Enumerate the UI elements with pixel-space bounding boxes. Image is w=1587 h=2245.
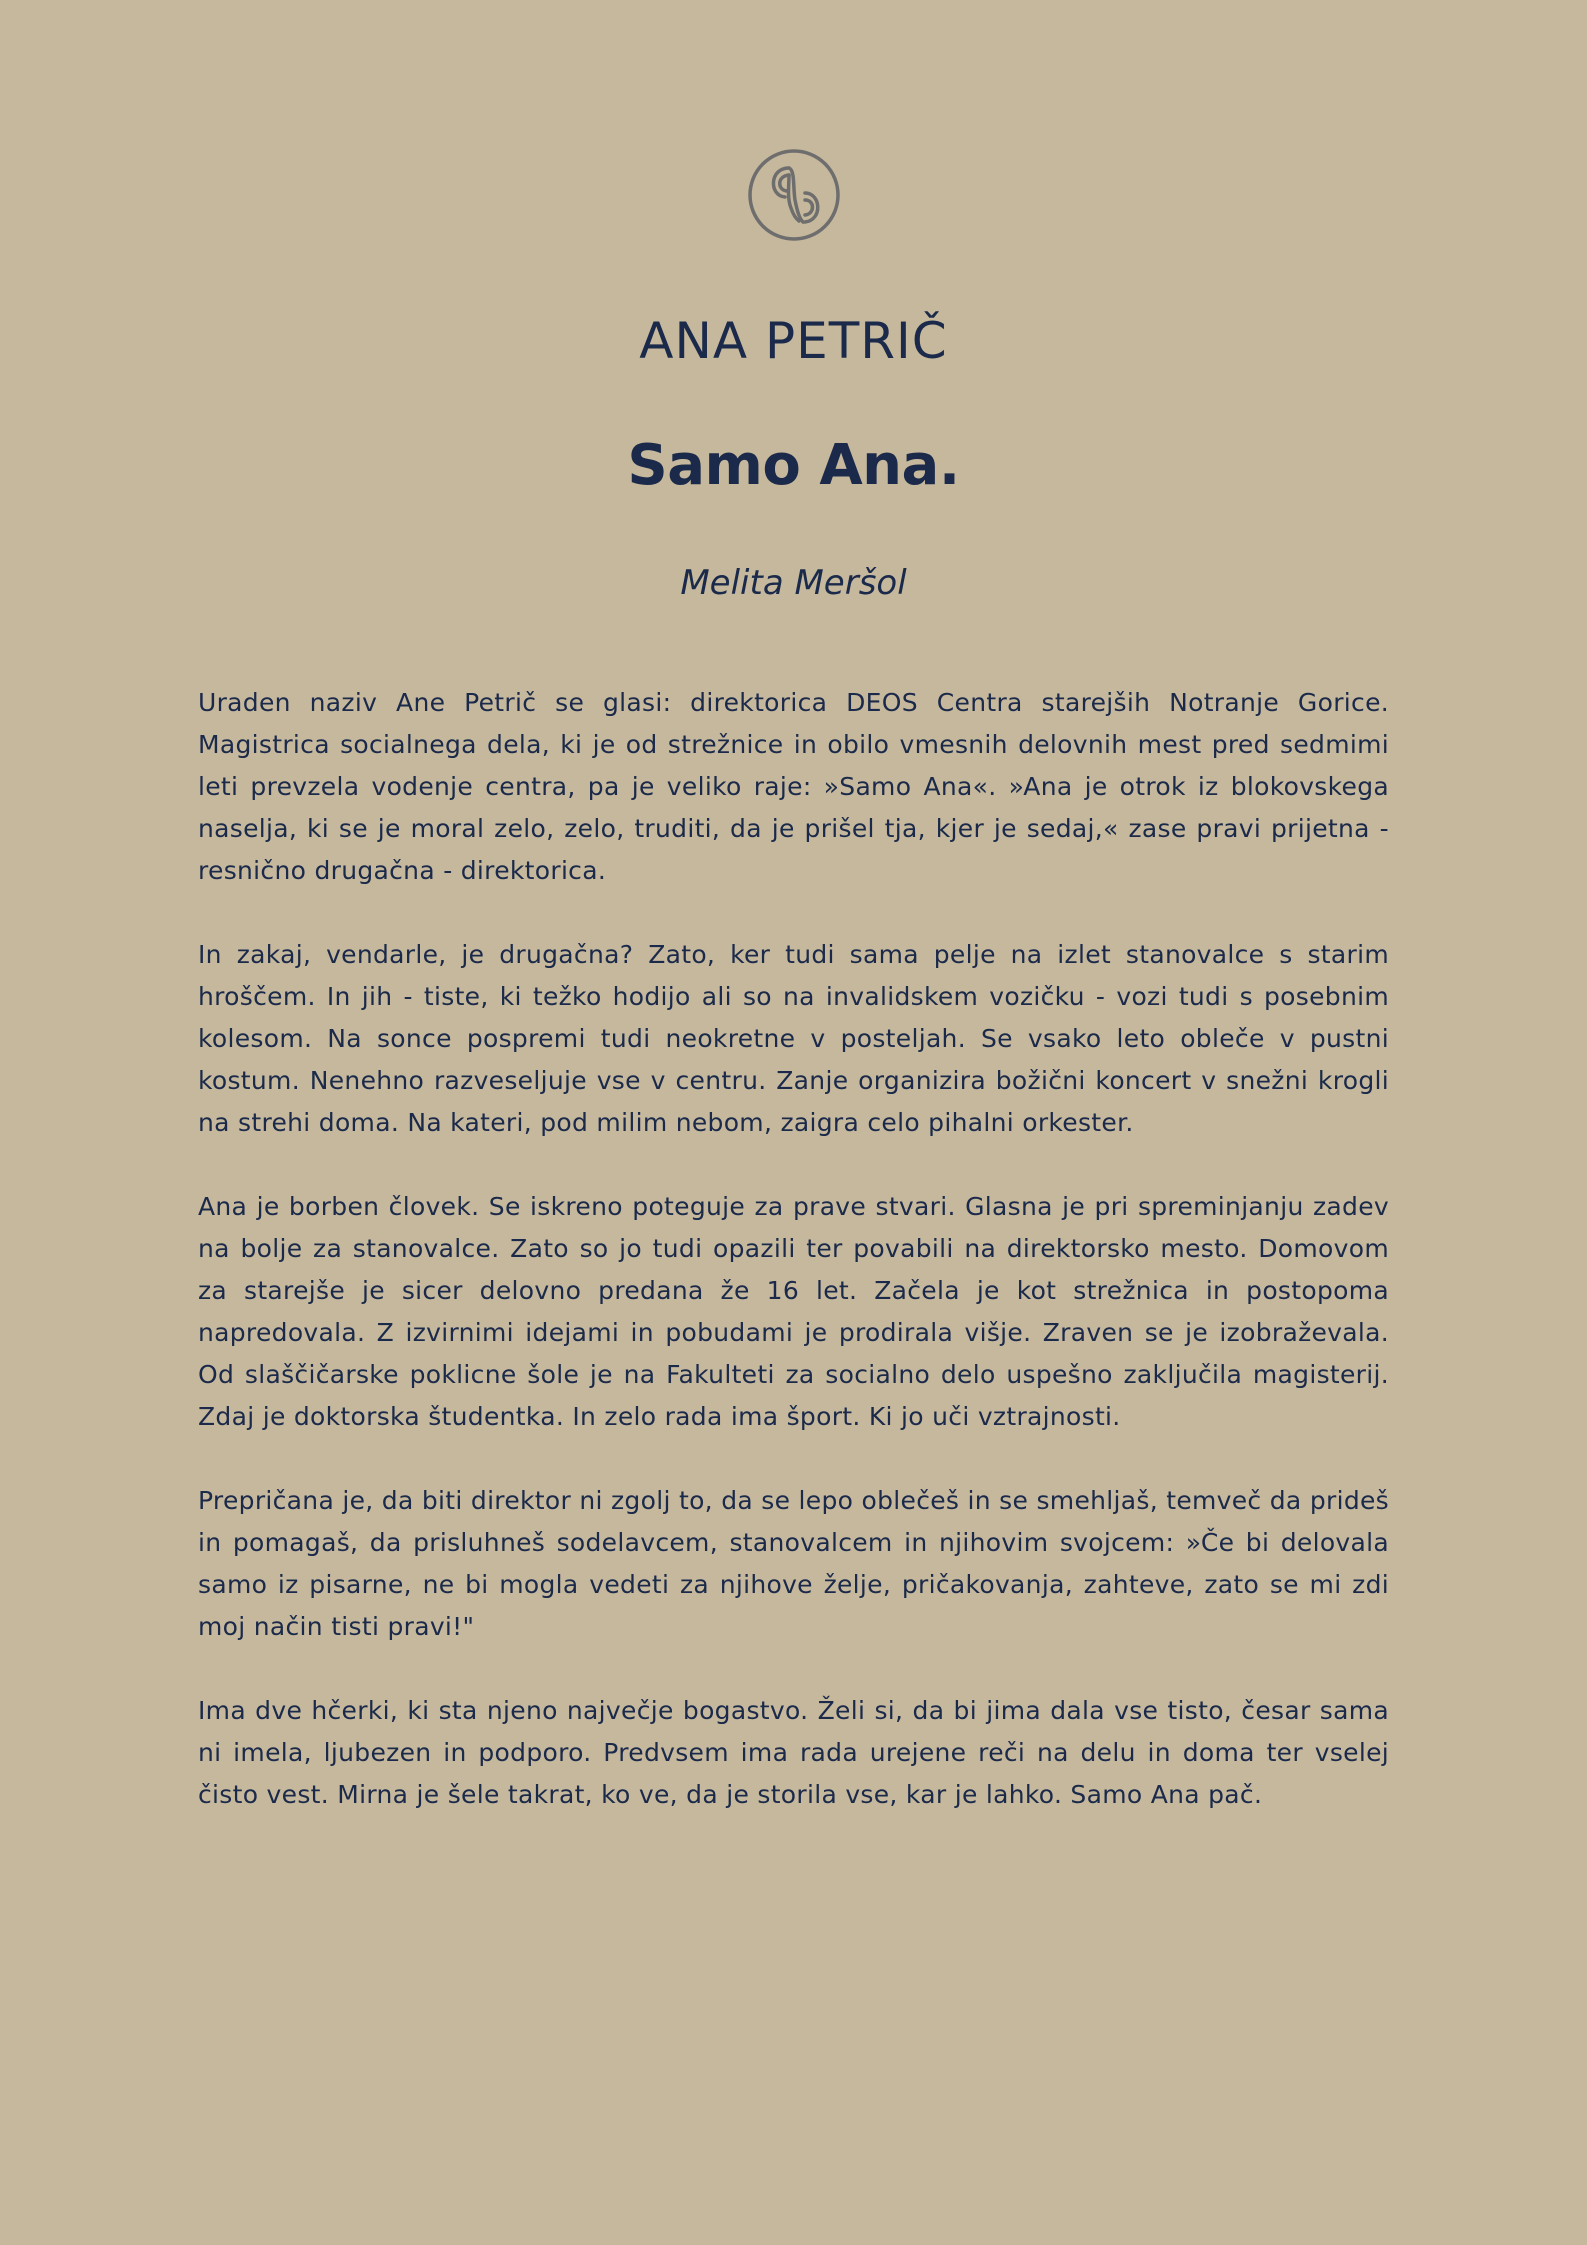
paragraph-1: Uraden naziv Ane Petrič se glasi: direktorica DEOS Centra starejših Notranje Gorice. Magistrica socialnega dela, ki je od strežnice in obilo vmesnih delovnih mest pred sedmimi leti prevzela vodenje centra, pa je veliko raje: »Samo Ana«. »Ana je otrok iz blokovskega naselja, ki se je moral zelo, zelo, truditi, da je prišel tja, kjer je sedaj,« zase pravi prijetna - resnično drugačna - direktorica. bbox=[198, 688, 1389, 885]
paragraph-4: Prepričana je, da biti direktor ni zgolj to, da se lepo oblečeš in se smehljaš, temveč da prideš in pomagaš, da prisluhneš sodelavcem, stanovalcem in njihovim svojcem: »Če bi delovala samo iz pisarne, ne bi mogla vedeti za njihove želje, pričakovanja, zahteve, zato se mi zdi moj način tisti pravi!" bbox=[198, 1486, 1389, 1641]
author-byline: Melita Meršol bbox=[680, 563, 907, 603]
ab-monogram-logo-icon bbox=[747, 148, 841, 242]
paragraph-5: Ima dve hčerki, ki sta njeno največje bogastvo. Želi si, da bi jima dala vse tisto, česar sama ni imela, ljubezen in podporo. Predvsem ima rada urejene reči na delu in doma ter vselej čisto vest. Mirna je šele takrat, ko ve, da je storila vse, kar je lahko. Samo Ana pač. bbox=[198, 1696, 1389, 1809]
person-name: ANA PETRIČ bbox=[639, 312, 948, 370]
paragraph-3: Ana je borben človek. Se iskreno poteguje za prave stvari. Glasna je pri spreminjanju zadev na bolje za stanovalce. Zato so jo tudi opazili ter povabili na direktorsko mesto. Domovom za starejše je sicer delovno predana že 16 let. Začela je kot strežnica in postopoma napredovala. Z izvirnimi idejami in pobudami je prodirala višje. Zraven se je izobraževala. Od slaščičarske poklicne šole je na Fakulteti za socialno delo uspešno zaključila magisterij. Zdaj je doktorska študentka. In zelo rada ima šport. Ki jo uči vztrajnosti. bbox=[198, 1192, 1389, 1431]
article-body bbox=[198, 682, 1389, 1858]
article-headline: Samo Ana. bbox=[627, 433, 960, 498]
paragraph-2: In zakaj, vendarle, je drugačna? Zato, ker tudi sama pelje na izlet stanovalce s starim hroščem. In jih - tiste, ki težko hodijo ali so na invalidskem vozičku - vozi tudi s posebnim kolesom. Na sonce pospremi tudi neokretne v posteljah. Se vsako leto obleče v pustni kostum. Nenehno razveseljuje vse v centru. Zanje organizira božični koncert v snežni krogli na strehi doma. Na kateri, pod milim nebom, zaigra celo pihalni orkester. bbox=[198, 940, 1389, 1137]
